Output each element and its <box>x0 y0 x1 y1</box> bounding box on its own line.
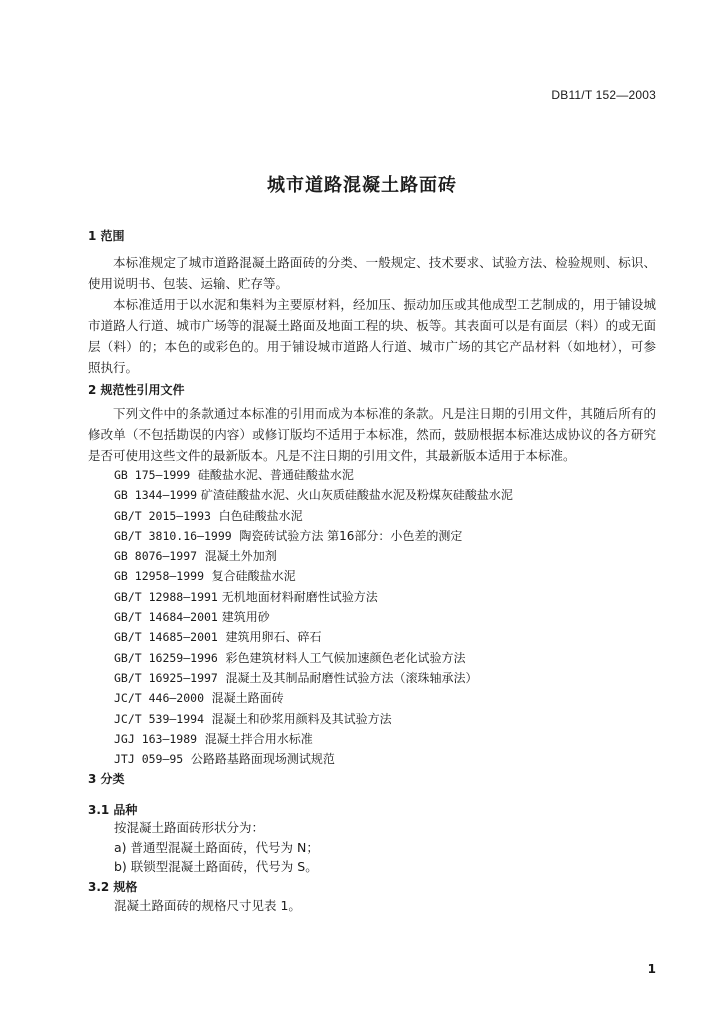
reference-name: 混凝土外加剂 <box>204 549 277 564</box>
document-title: 城市道路混凝土路面砖 <box>267 175 457 196</box>
scope-paragraph-2: 本标准适用于以水泥和集料为主要原材料，经加压、振动加压或其他成型工艺制成的，用于铺设城市道路人行道、城市广场等的混凝土路面及地面工程的块、板等。其表面可以是有面层（料）的或无面层（料）的；本色的或彩色的。用于铺设城市道路人行道、城市广场的其它产品材料（如地材），可参照执行。 <box>88 297 656 375</box>
reference-item <box>114 749 513 769</box>
variety-item-b: b) 联锁型混凝土路面砖，代号为 S。 <box>114 859 318 874</box>
reference-name: 无机地面材料耐磨性试验方法 <box>221 589 378 604</box>
page-number: 1 <box>647 962 656 976</box>
section-1-heading: 1 范围 <box>88 229 125 243</box>
reference-code: GB/T 12988—1991 <box>114 589 218 604</box>
section-3-heading: 3 分类 <box>88 772 125 786</box>
reference-item <box>114 627 513 647</box>
varieties-intro: 按混凝土路面砖形状分为： <box>114 820 265 835</box>
reference-name: 混凝土路面砖 <box>211 691 284 706</box>
reference-code: GB 8076—1997 <box>114 549 198 564</box>
reference-name: 混凝土和砂浆用颜料及其试验方法 <box>211 711 392 726</box>
reference-name: 白色硅酸盐水泥 <box>218 508 303 523</box>
reference-item <box>114 566 513 586</box>
section-2-heading: 2 规范性引用文件 <box>88 383 185 397</box>
reference-code: JC/T 539—1994 <box>114 711 205 726</box>
reference-item <box>114 526 513 546</box>
reference-item <box>114 729 513 749</box>
specification-text: 混凝土路面砖的规格尺寸见表 1。 <box>114 898 301 913</box>
reference-name: 硅酸盐水泥、普通硅酸盐水泥 <box>197 468 354 482</box>
reference-item <box>114 465 513 485</box>
reference-code: GB/T 14684—2001 <box>114 610 218 625</box>
reference-item <box>114 506 513 526</box>
reference-code: GB 12958—1999 <box>114 569 205 584</box>
reference-name: 矿渣硅酸盐水泥、火山灰质硅酸盐水泥及粉煤灰硅酸盐水泥 <box>200 488 513 503</box>
reference-code: JGJ 163—1989 <box>114 731 198 746</box>
reference-code: GB/T 16259—1996 <box>114 650 218 665</box>
reference-name: 建筑用卵石、碎石 <box>225 630 322 645</box>
document-code: DB11/T 152—2003 <box>551 88 656 102</box>
variety-item-a: a) 普通型混凝土路面砖，代号为 N； <box>114 840 319 855</box>
reference-name: 混凝土拌合用水标准 <box>204 731 313 746</box>
reference-name: 复合硅酸盐水泥 <box>211 569 296 584</box>
reference-item <box>114 709 513 729</box>
normative-paragraph: 下列文件中的条款通过本标准的引用而成为本标准的条款。凡是注日期的引用文件，其随后所有的修改单（不包括勘误的内容）或修订版均不适用于本标准，然而，鼓励根据本标准达成协议的各方研究是否可使用这些文件的最新版本。凡是不注日期的引用文件，其最新版本适用于本标准。 <box>88 406 656 463</box>
reference-item <box>114 546 513 566</box>
reference-name: 混凝土及其制品耐磨性试验方法（滚珠轴承法） <box>225 670 478 685</box>
reference-code: GB/T 16925—1997 <box>114 670 218 685</box>
scope-paragraph-1: 本标准规定了城市道路混凝土路面砖的分类、一般规定、技术要求、试验方法、检验规则、标识、使用说明书、包装、运输、贮存等。 <box>88 255 656 291</box>
reference-code: GB/T 14685—2001 <box>114 630 218 645</box>
reference-code: GB/T 3810.16—1999 <box>114 528 232 543</box>
section-1-body <box>88 252 656 378</box>
reference-code: GB/T 2015—1993 <box>114 508 211 523</box>
reference-item <box>114 587 513 607</box>
reference-code: JTJ 059—95 <box>114 752 184 767</box>
reference-name: 彩色建筑材料人工气候加速颜色老化试验方法 <box>225 650 466 665</box>
reference-name: 建筑用砂 <box>221 610 270 625</box>
section-3-2-heading: 3.2 规格 <box>88 880 138 894</box>
reference-item <box>114 485 513 505</box>
reference-code: GB 175—1999 <box>114 468 191 482</box>
reference-name: 公路路基路面现场测试规范 <box>190 752 335 767</box>
reference-list <box>114 465 513 769</box>
reference-code: GB 1344—1999 <box>114 488 198 503</box>
reference-name: 陶瓷砖试验方法 第16部分：小色差的测定 <box>239 528 463 543</box>
reference-item <box>114 668 513 688</box>
reference-code: JC/T 446—2000 <box>114 691 205 706</box>
reference-item <box>114 688 513 708</box>
reference-item <box>114 648 513 668</box>
section-2-body <box>88 403 656 466</box>
section-3-1-heading: 3.1 品种 <box>88 803 138 817</box>
reference-item <box>114 607 513 627</box>
